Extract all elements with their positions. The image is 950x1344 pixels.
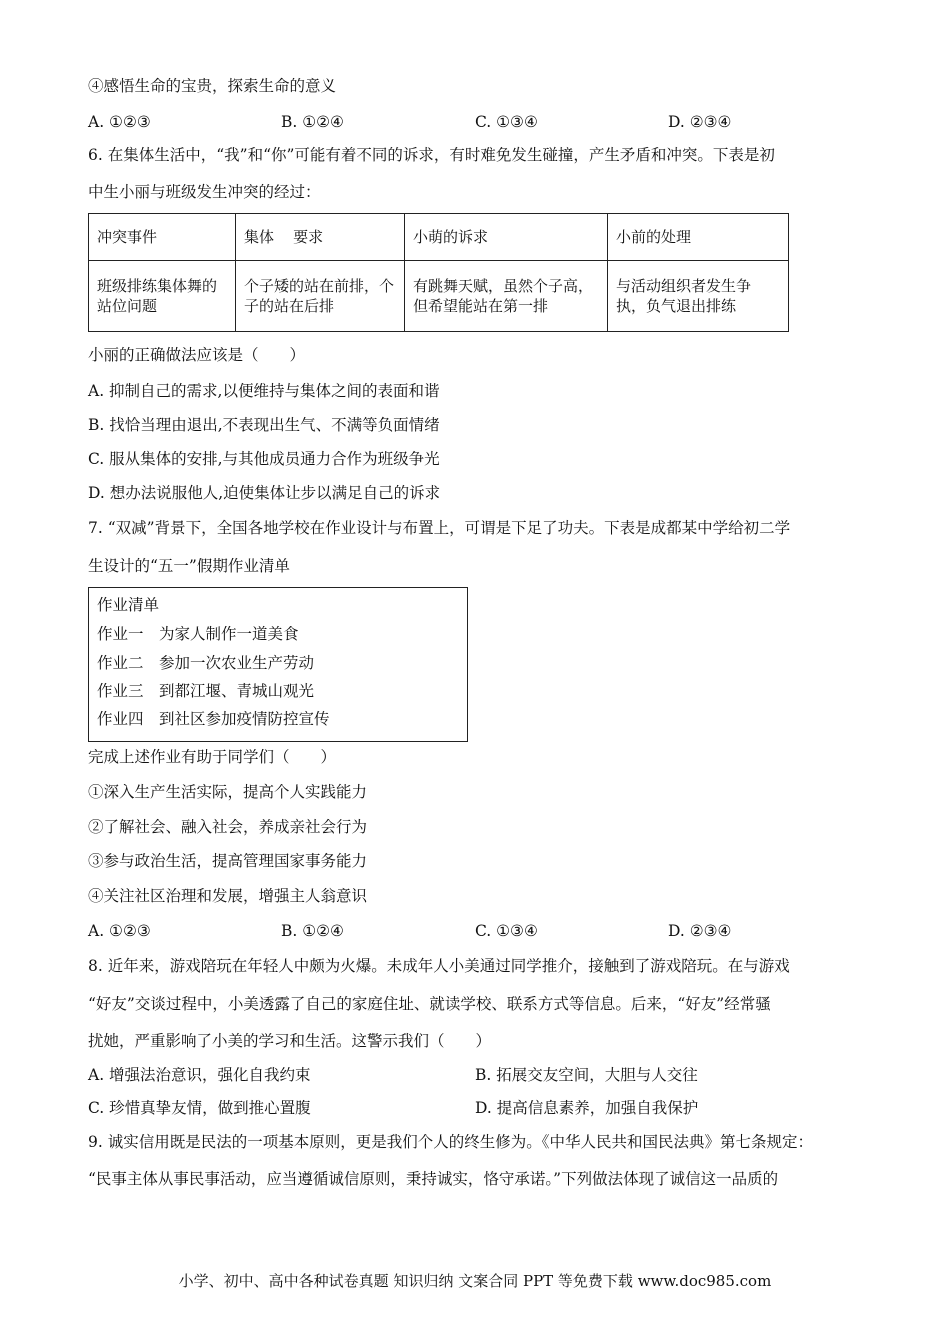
list-item: 作业一 为家人制作一道美食 [97, 625, 299, 643]
homework-list-title: 作业清单 [97, 596, 160, 614]
q7-question: 完成上述作业有助于同学们（ ） [88, 748, 337, 766]
table-cell: 班级排练集体舞的站位问题 [89, 261, 236, 332]
q8-options-row2 [88, 1097, 868, 1119]
page-footer: 小学、初中、高中各种试卷真题 知识归纳 文案合同 PPT 等免费下载 www.doc985.com [178, 1272, 772, 1290]
table-cell: 与活动组织者发生争执，负气退出排练 [608, 261, 789, 332]
q7-option-b[interactable]: B. ①②④ [281, 922, 344, 940]
q7-stem-line2: 生设计的“五一”假期作业清单 [88, 557, 290, 575]
q5-option-a[interactable]: A. ①②③ [88, 113, 151, 131]
list-item: 作业二 参加一次农业生产劳动 [97, 654, 315, 672]
q7-item-1: ①深入生产生活实际，提高个人实践能力 [88, 783, 368, 801]
q5-options [88, 111, 868, 133]
q7-item-4: ④关注社区治理和发展，增强主人翁意识 [88, 887, 368, 905]
table-row [89, 261, 789, 332]
q7-option-c[interactable]: C. ①③④ [475, 922, 538, 940]
q6-question: 小丽的正确做法应该是（ ） [88, 346, 306, 364]
q6-option-a[interactable]: A. 抑制自己的需求,以便维持与集体之间的表面和谐 [88, 382, 440, 400]
q7-option-d[interactable]: D. ②③④ [668, 922, 732, 940]
table-header-cell: 小萌的诉求 [405, 214, 608, 261]
list-item: 作业四 到社区参加疫情防控宣传 [97, 710, 330, 728]
q8-stem-line1: 8. 近年来，游戏陪玩在年轻人中颇为火爆。未成年人小美通过同学推介，接触到了游戏陪玩。在与游戏 [88, 957, 790, 975]
q5-option-c[interactable]: C. ①③④ [475, 113, 538, 131]
q5-item-4: ④感悟生命的宝贵，探索生命的意义 [88, 77, 337, 95]
q7-item-2: ②了解社会、融入社会，养成亲社会行为 [88, 818, 368, 836]
list-item: 作业三 到都江堰、青城山观光 [97, 682, 315, 700]
q9-stem-line2: “民事主体从事民事活动，应当遵循诚信原则，秉持诚实，恪守承诺。”下列做法体现了诚信这一品质的 [88, 1170, 779, 1188]
q5-option-b[interactable]: B. ①②④ [281, 113, 344, 131]
q6-option-d[interactable]: D. 想办法说服他人,迫使集体让步以满足自己的诉求 [88, 484, 441, 502]
q8-stem-line2: “好友”交谈过程中，小美透露了自己的家庭住址、就读学校、联系方式等信息。后来，“好友”经常骚 [88, 995, 771, 1013]
q6-option-c[interactable]: C. 服从集体的安排,与其他成员通力合作为班级争光 [88, 450, 440, 468]
table-header-cell: 冲突事件 [89, 214, 236, 261]
table-header-cell: 小前的处理 [608, 214, 789, 261]
q8-option-d[interactable]: D. 提高信息素养，加强自我保护 [475, 1099, 699, 1117]
q7-options [88, 920, 868, 942]
q8-option-b[interactable]: B. 拓展交友空间，大胆与人交往 [475, 1066, 698, 1084]
q6-stem-line2: 中生小丽与班级发生冲突的经过： [88, 183, 321, 201]
q6-stem-line1: 6. 在集体生活中，“我”和“你”可能有着不同的诉求，有时难免发生碰撞，产生矛盾和冲突。下表是初 [88, 146, 775, 164]
q6-option-b[interactable]: B. 找恰当理由退出,不表现出生气、不满等负面情绪 [88, 416, 440, 434]
q5-option-d[interactable]: D. ②③④ [668, 113, 732, 131]
q9-stem-line1: 9. 诚实信用既是民法的一项基本原则，更是我们个人的终生修为。《中华人民共和国民法典》第七条规定： [88, 1133, 813, 1151]
q8-option-c[interactable]: C. 珍惜真挚友情，做到推心置腹 [88, 1099, 311, 1117]
q8-options-row1 [88, 1064, 868, 1086]
table-header-cell: 集体 要求 [236, 214, 405, 261]
q8-stem-line3: 扰她，严重影响了小美的学习和生活。这警示我们（ ） [88, 1032, 492, 1050]
table-cell: 有跳舞天赋，虽然个子高，但希望能站在第一排 [405, 261, 608, 332]
q7-option-a[interactable]: A. ①②③ [88, 922, 151, 940]
q7-homework-list-box [88, 587, 468, 742]
q7-item-3: ③参与政治生活，提高管理国家事务能力 [88, 852, 368, 870]
q6-conflict-table [88, 213, 789, 332]
table-cell: 个子矮的站在前排，个子的站在后排 [236, 261, 405, 332]
q7-stem-line1: 7. “双减”背景下，全国各地学校在作业设计与布置上，可谓是下足了功夫。下表是成都某中学给初二学 [88, 519, 791, 537]
q8-option-a[interactable]: A. 增强法治意识，强化自我约束 [88, 1066, 311, 1084]
table-header-row [89, 214, 789, 261]
